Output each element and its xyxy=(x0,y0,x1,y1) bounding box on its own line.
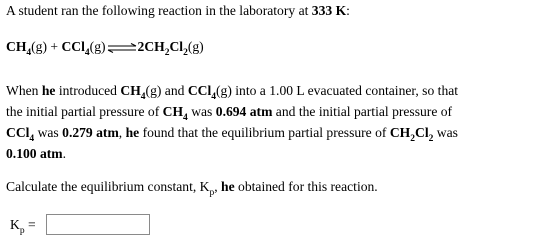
paragraph-line-2: the initial partial pressure of $CH_4$ was 0.694 atm and the initial partial pressure of xyxy=(6,104,453,123)
equilibrium-pressure: 0.100 atm xyxy=(6,146,63,161)
paragraph-line-3: CCl$_4$ was 0.279 atm, he found that the equilibrium partial pressure of $CH_2Cl_2$ was xyxy=(6,125,458,144)
initial-pressure-ch4: 0.694 atm xyxy=(215,104,273,119)
temperature: 333 K xyxy=(311,3,347,18)
paragraph-line-1: When he introduced $CH_4(g)$ and CCl$_4$(g) into a 1.00 L evacuated container, so that xyxy=(6,83,459,102)
intro-line: A student ran the following reaction in the laboratory at 333 K: xyxy=(6,3,350,18)
paragraph-line-4: 0.100 atm. xyxy=(6,146,67,161)
equilibrium-arrow-icon xyxy=(107,43,137,53)
reaction-equation: $CH_4(g) + CCl_4(g)$ $2CH_2Cl_2(g)$ xyxy=(6,39,204,58)
kp-answer-input[interactable] xyxy=(46,214,150,235)
answer-label: $K_p$ = xyxy=(10,217,36,236)
initial-pressure-ccl4: 0.279 atm xyxy=(62,125,119,140)
question-text: Calculate the equilibrium constant, $K_p$, he obtained for this reaction. xyxy=(6,179,378,198)
